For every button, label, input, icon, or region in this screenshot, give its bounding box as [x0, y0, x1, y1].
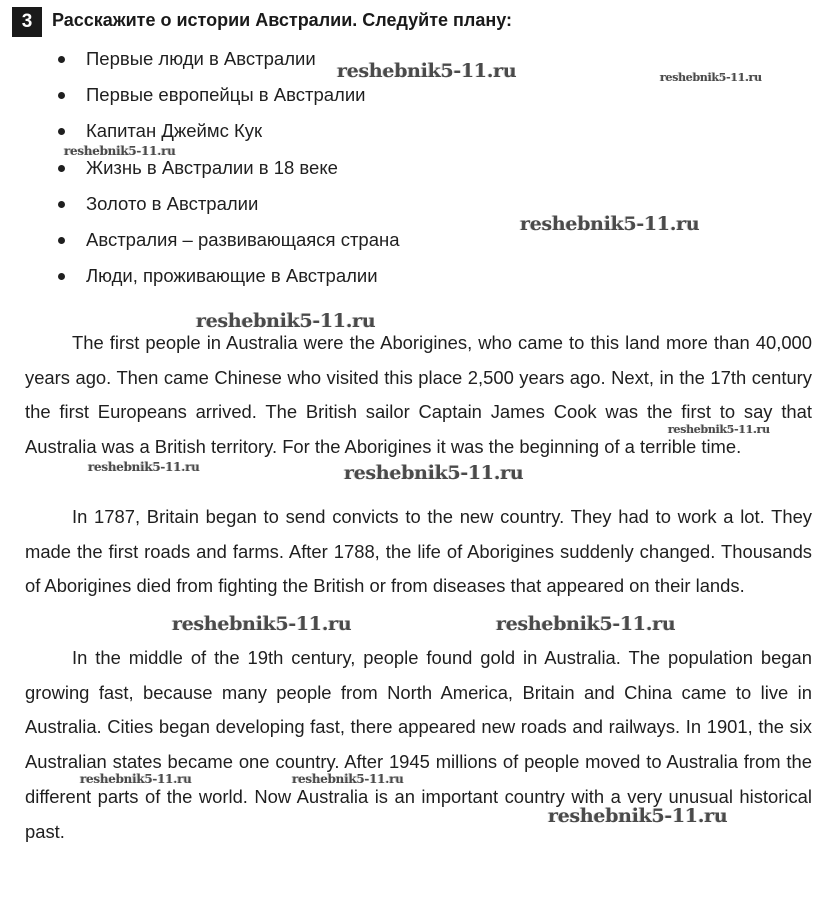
bullet-icon: [58, 273, 65, 280]
plan-item-text: Первые люди в Австралии: [86, 48, 316, 69]
bullet-icon: [58, 92, 65, 99]
watermark: reshebnik5-11.ru: [172, 613, 352, 635]
bullet-icon: [58, 165, 65, 172]
bullet-icon: [58, 128, 65, 135]
plan-item-text: Первые европейцы в Австралии: [86, 84, 366, 106]
plan-item: [58, 261, 400, 297]
plan-item: [58, 189, 400, 225]
watermark: reshebnik5-11.ru: [80, 772, 192, 786]
watermark: reshebnik5-11.ru: [88, 460, 200, 474]
paragraph-1: The first people in Australia were the Aborigines, who came to this land more than 40,000 years ago. Then came Chinese who visited this place 2,500 years ago. Next, in the 17th century the first Europeans arrived. The British sailor Captain James Cook was the first to say that Australia was a British territory. For the Aborigines it was the beginning of a terrible time.: [25, 332, 812, 458]
plan-item-text: Австралия – развивающаяся страна: [86, 228, 400, 250]
plan-item-text: Люди, проживающие в Австралии: [86, 265, 378, 287]
bullet-icon: [58, 56, 65, 63]
watermark: reshebnik5-11.ru: [344, 462, 524, 484]
plan-item: [58, 225, 400, 261]
plan-item-text: Капитан Джеймс Кук: [86, 120, 263, 142]
watermark: reshebnik5-11.ru: [520, 213, 700, 235]
watermark: reshebnik5-11.ru: [64, 144, 176, 158]
plan-item-text: Золото в Австралии: [86, 192, 259, 214]
plan-item: [58, 80, 400, 116]
bullet-icon: [58, 201, 65, 208]
watermark: reshebnik5-11.ru: [668, 423, 770, 436]
watermark: reshebnik5-11.ru: [548, 805, 728, 827]
paragraph-2: In 1787, Britain began to send convicts to the new country. They had to work a lot. They made the first roads and farms. After 1788, the life of Aborigines suddenly changed. Thousands of Aborigines died from fighting the British or from diseases that appeared on their lands.: [25, 506, 812, 597]
watermark: reshebnik5-11.ru: [337, 60, 517, 82]
paragraph-3: In the middle of the 19th century, people found gold in Australia. The population began growing fast, because many people from North America, Britain and China came to live in Australia. Cities began developing fast, there appeared new roads and railways. In 1901, the six Australian states became one country. After 1945 millions of people moved to Australia from the different parts of the world. Now Australia is an important country with a very unusual historical past.: [25, 647, 812, 842]
task-title: Расскажите о истории Австралии. Следуйте плану:: [52, 10, 512, 30]
watermark: reshebnik5-11.ru: [660, 71, 762, 84]
bullet-icon: [58, 237, 65, 244]
task-number-badge: 3: [12, 7, 42, 37]
plan-item-text: Жизнь в Австралии в 18 веке: [86, 156, 338, 178]
watermark: reshebnik5-11.ru: [196, 310, 376, 332]
watermark: reshebnik5-11.ru: [292, 772, 404, 786]
watermark: reshebnik5-11.ru: [496, 613, 676, 635]
